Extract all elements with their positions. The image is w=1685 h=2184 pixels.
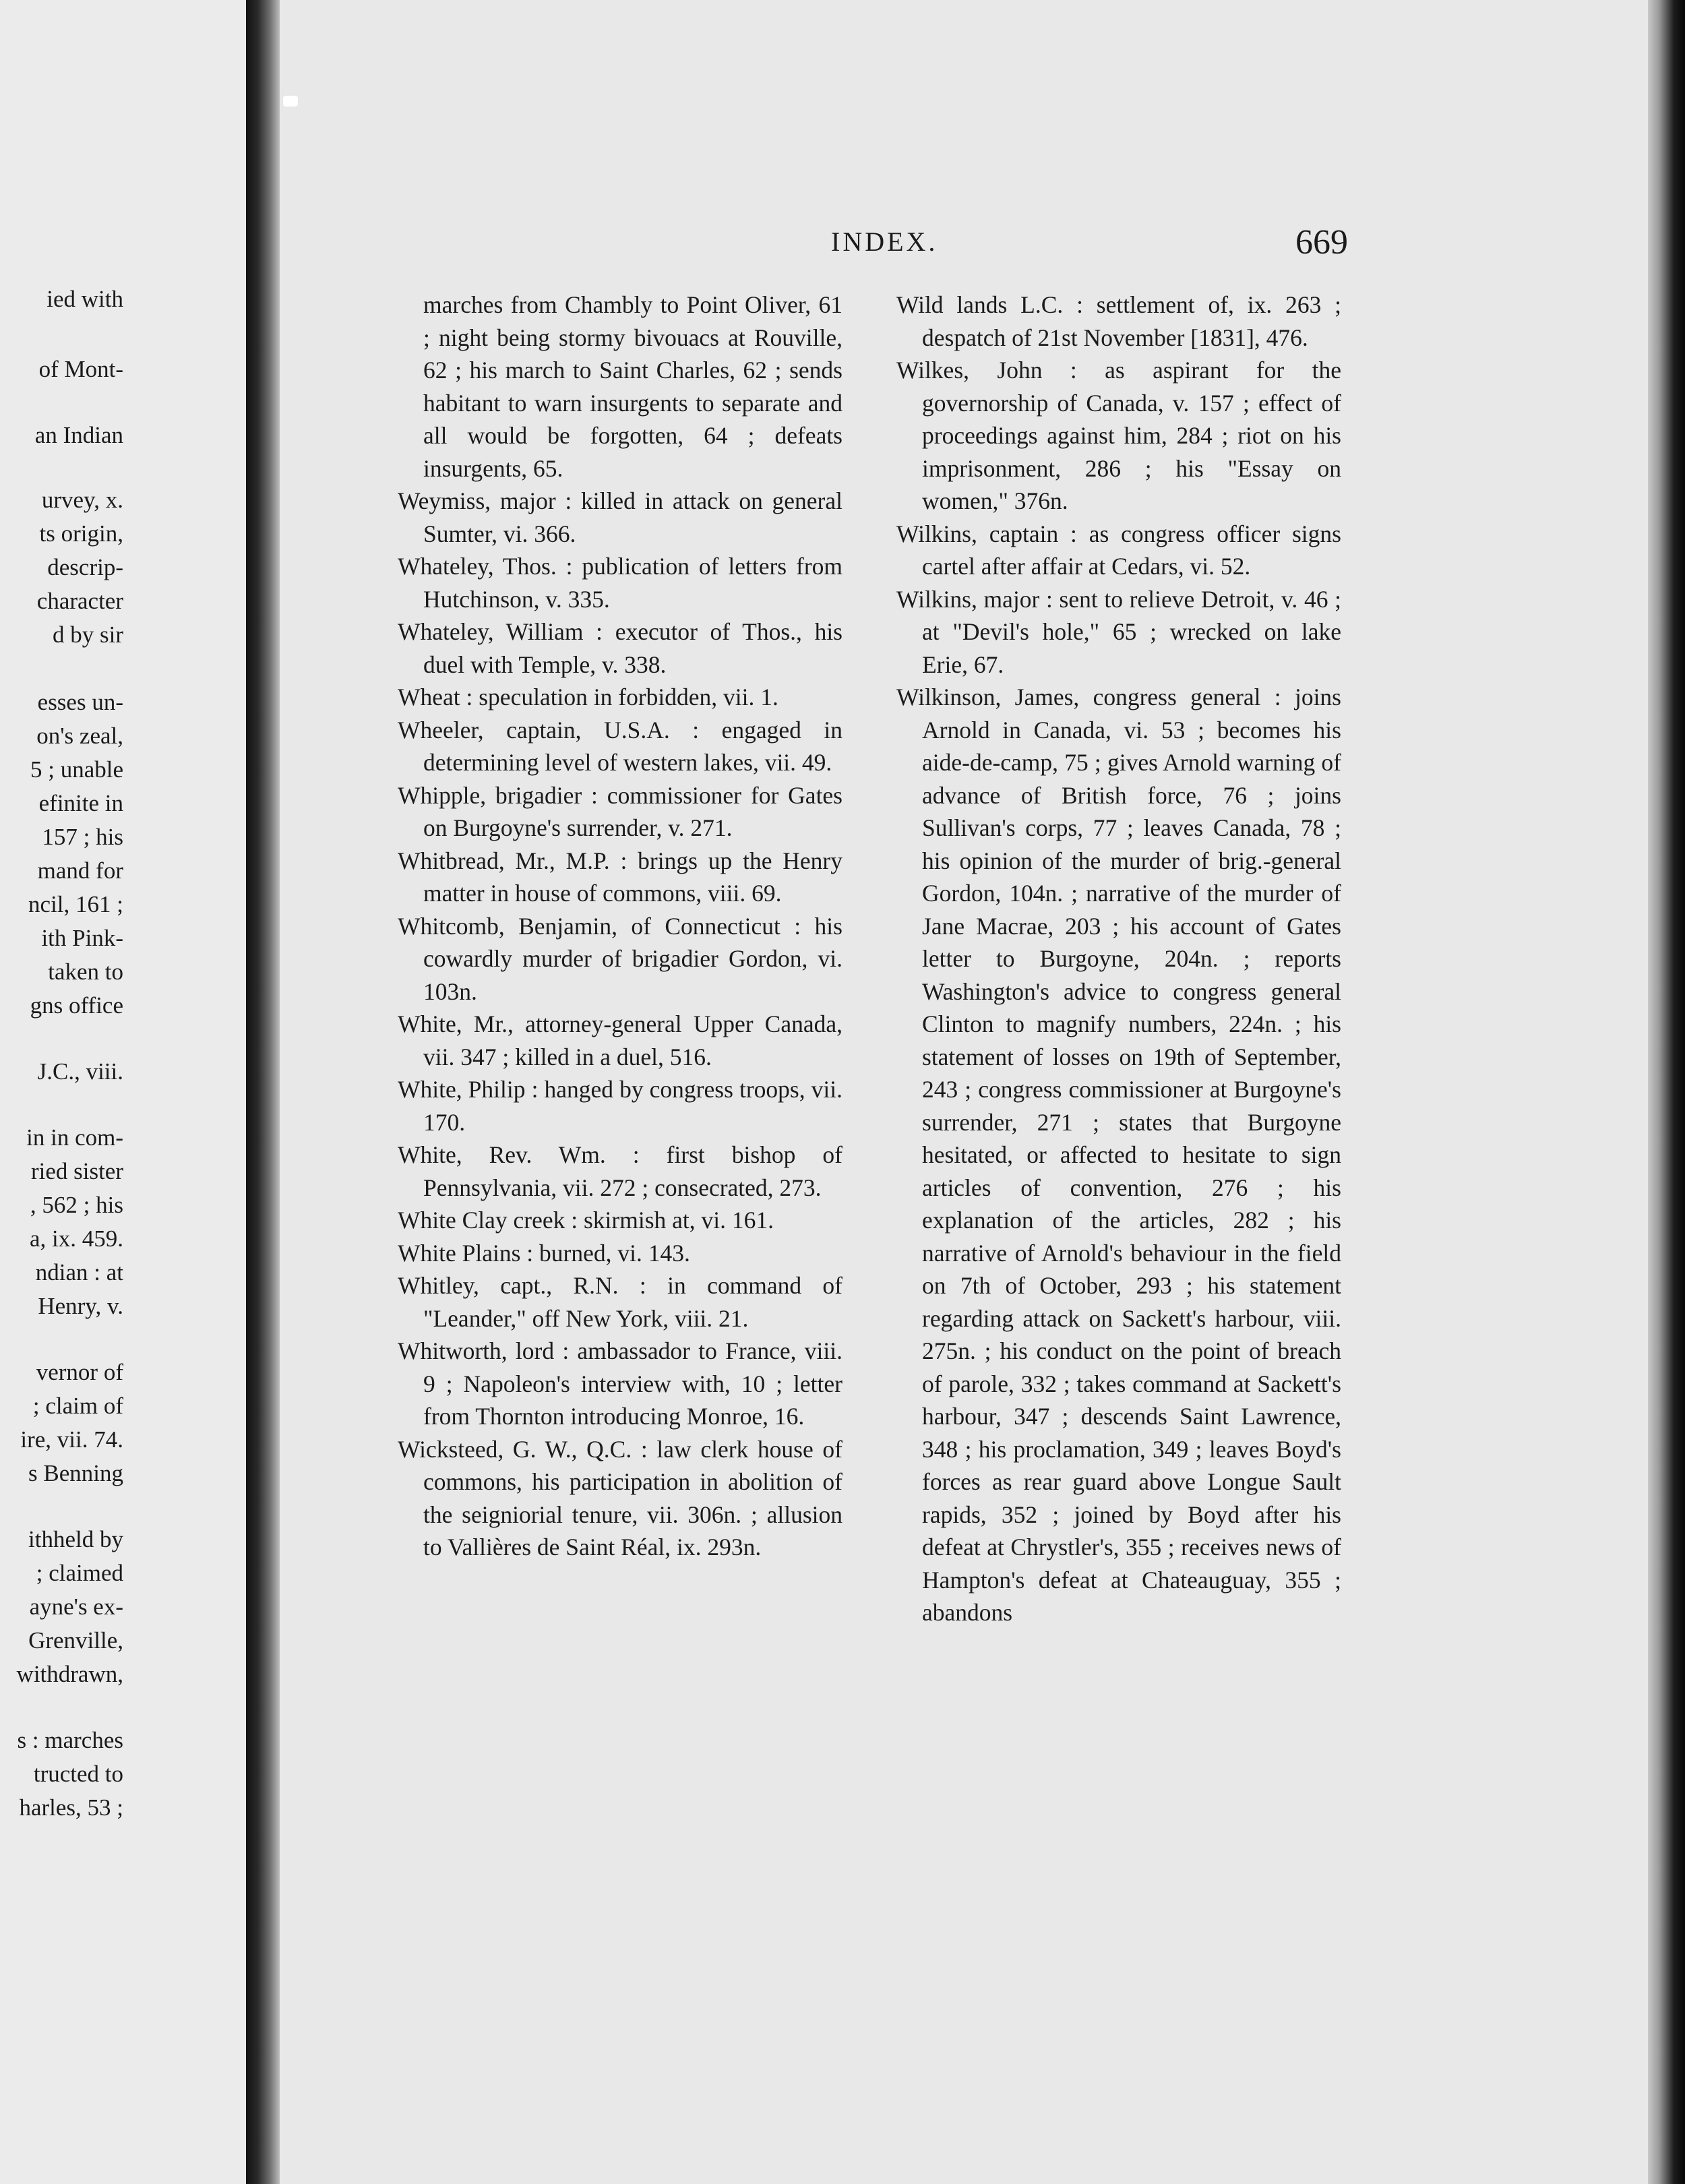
index-entry: White Plains : burned, vi. 143. [398, 1239, 690, 1267]
left-page-line: efinite in [38, 790, 123, 816]
left-page-line: J.C., viii. [37, 1058, 123, 1085]
left-page-line: on's zeal, [36, 723, 123, 749]
left-page-line: ncil, 161 ; [28, 891, 123, 917]
left-page-line: ndian : at [35, 1259, 123, 1285]
index-entry: Wilkes, John : as aspirant for the governorship of Canada, v. 157 ; effect of proceedings against him, 284 ; riot on his imprisonment, 286 ; his "Essay on women," 376n. [896, 357, 1341, 514]
previous-page-fragment [0, 0, 246, 2184]
index-entry: Wicksteed, G. W., Q.C. : law clerk house of commons, his participation in abolition of the seigniorial tenure, vii. 306n. ; allusion to Vallières de Saint Réal, ix. 293n. [398, 1435, 842, 1560]
left-page-line: character [36, 588, 123, 614]
index-column-right [896, 289, 1341, 1629]
index-entry: Whipple, brigadier : commissioner for Gates on Burgoyne's surrender, v. 271. [398, 781, 842, 841]
index-page [280, 0, 1648, 2184]
left-page-line: ried sister [30, 1158, 123, 1184]
index-entry: Whateley, Thos. : publication of letters from Hutchinson, v. 335. [398, 553, 842, 613]
index-entry: Weymiss, major : killed in attack on general Sumter, vi. 366. [398, 487, 842, 547]
index-entry: White, Mr., attorney-general Upper Canada, vii. 347 ; killed in a duel, 516. [398, 1010, 842, 1070]
index-entry: Wilkins, captain : as congress officer signs cartel after affair at Cedars, vi. 52. [896, 520, 1341, 580]
left-page-line: ts origin, [39, 520, 123, 547]
index-entry: Wheeler, captain, U.S.A. : engaged in determining level of western lakes, vii. 49. [398, 716, 842, 776]
left-page-line: gns office [30, 992, 123, 1019]
left-page-line: s : marches [17, 1727, 123, 1753]
page-edge-shadow [1648, 0, 1685, 2184]
index-entry: Whateley, William : executor of Thos., his duel with Temple, v. 338. [398, 618, 842, 678]
index-column-left [398, 289, 842, 1564]
left-page-line: ithheld by [28, 1526, 123, 1552]
index-entry: White, Rev. Wm. : first bishop of Pennsylvania, vii. 272 ; consecrated, 273. [398, 1141, 842, 1201]
left-page-line: of Mont- [38, 356, 123, 382]
left-page-line: Henry, v. [38, 1293, 123, 1319]
left-page-line: ; claim of [32, 1393, 123, 1419]
left-page-line: withdrawn, [16, 1661, 123, 1687]
index-entry: Whitley, capt., R.N. : in command of "Leander," off New York, viii. 21. [398, 1272, 842, 1332]
index-entry: Wilkins, major : sent to relieve Detroit, v. 46 ; at "Devil's hole," 65 ; wrecked on lake Erie, 67. [896, 585, 1341, 678]
left-page-line: esses un- [37, 689, 123, 715]
page-number: 669 [1295, 223, 1348, 262]
index-entry: White Clay creek : skirmish at, vi. 161. [398, 1207, 774, 1234]
index-entry: Wheat : speculation in forbidden, vii. 1. [398, 684, 778, 710]
left-page-line: taken to [48, 959, 123, 985]
left-page-line: in in com- [26, 1124, 123, 1151]
left-page-line: harles, 53 ; [19, 1794, 123, 1821]
left-page-line: urvey, x. [41, 487, 123, 513]
left-page-line: tructed to [33, 1761, 123, 1787]
left-page-line: ith Pink- [41, 925, 123, 951]
left-page-line: vernor of [36, 1359, 123, 1385]
left-page-line: ayne's ex- [29, 1594, 123, 1620]
left-page-line: ied with [47, 286, 123, 312]
index-entry: White, Philip : hanged by congress troops, vii. 170. [398, 1076, 842, 1136]
index-entry: marches from Chambly to Point Oliver, 61 ; night being stormy bivouacs at Rouville, 62 ; his march to Saint Charles, 62 ; sends habitant to warn insurgents to separate and all would be forgotten, 64 ; defeats insurgents, 65. [423, 291, 842, 482]
page-title: INDEX. [831, 226, 938, 257]
left-page-line: ; claimed [36, 1560, 123, 1586]
dust-speck [283, 96, 298, 107]
left-page-line: an Indian [34, 422, 123, 448]
left-page-line: , 562 ; his [30, 1192, 123, 1218]
index-entry: Wild lands L.C. : settlement of, ix. 263 ; despatch of 21st November [1831], 476. [896, 291, 1341, 351]
book-gutter [246, 0, 280, 2184]
left-page-line: Grenville, [28, 1627, 123, 1654]
index-entry: Whitcomb, Benjamin, of Connecticut : his cowardly murder of brigadier Gordon, vi. 103n. [398, 912, 842, 1005]
left-page-line: mand for [37, 857, 123, 884]
left-page-line: s Benning [28, 1460, 123, 1486]
left-page-line: a, ix. 459. [29, 1225, 123, 1252]
left-page-line: d by sir [53, 621, 123, 648]
index-entry: Wilkinson, James, congress general : joins Arnold in Canada, vi. 53 ; becomes his aide-de-camp, 75 ; gives Arnold warning of advance of British force, 76 ; joins Sullivan's corps, 77 ; leaves Canada, 78 ; his opinion of the murder of brig.-general Gordon, 104n. ; narrative of the murder of Jane Macrae, 203 ; his account of Gates letter to Burgoyne, 204n. ; reports Washington's advice to congress general Clinton to magnify numbers, 224n. ; his statement of losses on 19th of September, 243 ; congress commissioner at Burgoyne's surrender, 271 ; states that Burgoyne hesitated, or affected to hesitate to sign articles of convention, 276 ; his explanation of the articles, 282 ; his narrative of Arnold's behaviour in the field on 7th of October, 293 ; his statement regarding attack on Sackett's harbour, viii. 275n. ; his conduct on the point of breach of parole, 332 ; takes command at Sackett's harbour, 347 ; descends Saint Lawrence, 348 ; his proclamation, 349 ; leaves Boyd's forces as rear guard above Longue Sault rapids, 352 ; joined by Boyd after his defeat at Chrystler's, 355 ; receives news of Hampton's defeat at Chateauguay, 355 ; abandons [896, 684, 1341, 1626]
left-page-line: descrip- [47, 554, 123, 580]
left-page-line: 157 ; his [42, 824, 123, 850]
left-page-line: 5 ; unable [30, 756, 123, 783]
left-page-line: ire, vii. 74. [20, 1426, 123, 1453]
index-entry: Whitworth, lord : ambassador to France, viii. 9 ; Napoleon's interview with, 10 ; letter from Thornton introducing Monroe, 16. [398, 1337, 842, 1430]
index-entry: Whitbread, Mr., M.P. : brings up the Henry matter in house of commons, viii. 69. [398, 847, 842, 907]
